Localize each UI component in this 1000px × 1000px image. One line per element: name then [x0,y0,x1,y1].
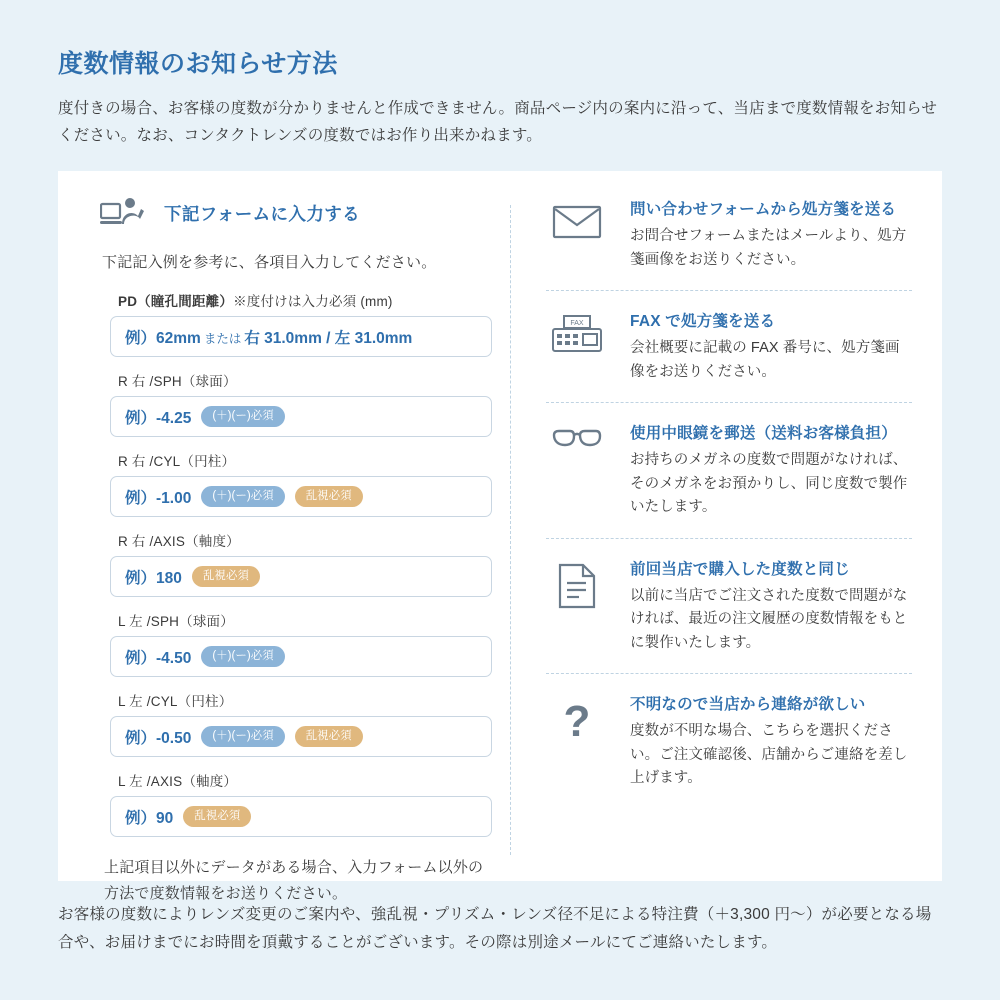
badge-required-sign: (＋)(ー)必須 [201,646,284,667]
page-title: 度数情報のお知らせ方法 [58,50,338,78]
input-l-sph[interactable]: 例）-4.50 (＋)(ー)必須 [110,636,492,677]
badge-required-astigmatism: 乱視必須 [295,486,363,507]
method-item-previous-order[interactable] [546,557,912,674]
method-title: 問い合わせフォームから処方箋を送る [630,201,897,219]
form-method-column [58,197,510,902]
method-item-mail-glasses[interactable] [546,421,912,538]
badge-required-sign: (＋)(ー)必須 [201,406,284,427]
method-text: 会社概要に記載の FAX 番号に、処方箋画像をお送りください。 [630,340,900,380]
badge-required-astigmatism: 乱視必須 [295,726,363,747]
method-title: 使用中眼鏡を郵送（送料お客様負担） [630,425,897,443]
field-label-r-axis: R 右 /AXIS（軸度） [118,534,240,550]
badge-required-astigmatism: 乱視必須 [192,566,260,587]
form-method-title: 下記フォームに入力する [164,203,361,224]
method-item-fax[interactable] [546,309,912,403]
fax-icon [546,309,608,384]
svg-text:FAX: FAX [570,320,584,328]
glasses-icon [546,421,608,519]
method-item-inquiry-form[interactable] [546,197,912,291]
person-laptop-icon [100,197,146,229]
input-l-axis[interactable]: 例）90 乱視必須 [110,796,492,837]
other-methods-column [512,197,942,881]
method-text: お問合せフォームまたはメールより、処方箋画像をお送りください。 [630,228,907,268]
question-mark-icon [546,692,608,790]
field-label-l-cyl: L 左 /CYL（円柱） [118,694,233,710]
envelope-icon [546,197,608,272]
input-r-cyl[interactable]: 例）-1.00 (＋)(ー)必須 乱視必須 [110,476,492,517]
document-icon [546,557,608,655]
method-item-contact-me[interactable] [546,692,912,808]
intro-text: 度付きの場合、お客様の度数が分かりませんと作成できません。商品ページ内の案内に沿って、当店まで度数情報をお知らせください。なお、コンタクトレンズの度数ではお作り出来かねます。 [58,100,938,144]
field-label-r-sph: R 右 /SPH（球面） [118,374,237,390]
method-text: 以前に当店でご注文された度数で問題がなければ、最近の注文履歴の度数情報をもとに製作いたします。 [630,587,908,651]
field-label-l-sph: L 左 /SPH（球面） [118,614,234,630]
badge-required-sign: (＋)(ー)必須 [201,486,284,507]
svg-text:?: ? [563,698,591,745]
field-label-r-cyl: R 右 /CYL（円柱） [118,454,236,470]
method-title: 前回当店で購入した度数と同じ [630,560,850,578]
badge-required-astigmatism: 乱視必須 [183,806,251,827]
input-r-sph[interactable]: 例）-4.25 (＋)(ー)必須 [110,396,492,437]
form-method-footer: 上記項目以外にデータがある場合、入力フォーム以外の方法で度数情報をお送りください。 [104,859,484,902]
method-title: 不明なので当店から連絡が欲しい [630,696,866,714]
input-r-axis[interactable]: 例）180 乱視必須 [110,556,492,597]
form-method-subtitle: 下記記入例を参考に、各項目入力してください。 [102,254,437,272]
badge-required-sign: (＋)(ー)必須 [201,726,284,747]
footnote-text: お客様の度数によりレンズ変更のご案内や、強乱視・プリズム・レンズ径不足による特注費（＋3,300 円～）が必要となる場合や、お届けまでにお時間を頂戴することがございます。その際は別途メールにてご連絡いたします。 [58,906,932,951]
info-card [58,171,942,902]
method-title: FAX で処方箋を送る [630,313,776,331]
field-label-pd: PD（瞳孔間距離）※度付けは入力必須 (mm) [118,294,393,310]
method-text: お持ちのメガネの度数で問題がなければ、そのメガネをお預かりし、同じ度数で製作いたします。 [630,452,908,516]
method-text: 度数が不明な場合、こちらを選択ください。ご注文確認後、店舗からご連絡を差し上げます。 [630,723,908,787]
input-l-cyl[interactable]: 例）-0.50 (＋)(ー)必須 乱視必須 [110,716,492,757]
field-label-l-axis: L 左 /AXIS（軸度） [118,774,238,790]
input-pd[interactable]: 例）62mm または 右 31.0mm / 左 31.0mm [110,316,492,357]
form-method-header [100,197,488,229]
